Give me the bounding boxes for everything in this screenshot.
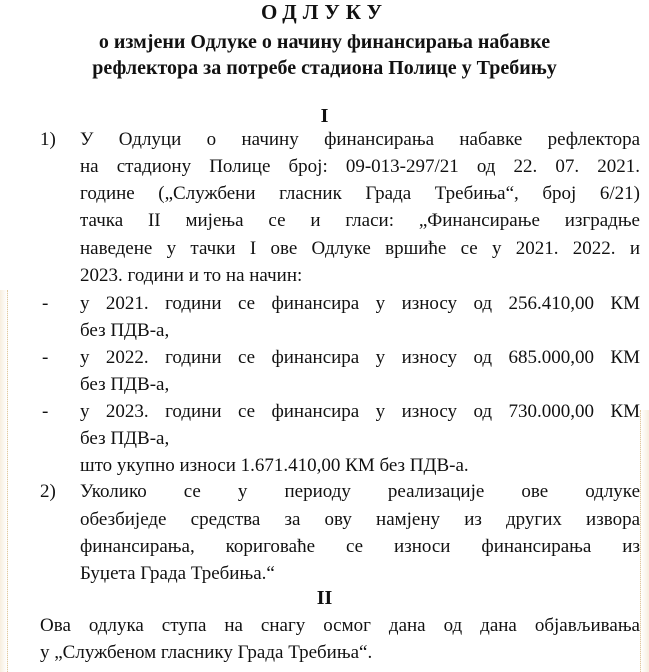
item-1-line: године („Службени гласник Града Требиња“, број 6/21)	[80, 183, 640, 204]
bullet-dash: -	[42, 347, 49, 368]
item-1-line: тачка II мијења се и гласи: „Финансирање изградње	[80, 210, 640, 231]
item-1-line: У Одлуци о начину финансирања набавке рефлектора	[80, 129, 640, 150]
bullet-line-2021-cont: без ПДВ-а,	[80, 320, 170, 341]
document-subtitle-line-2: рефлектора за потребе стадиона Полице у Требињу	[92, 57, 557, 79]
item-2-line: финансирања, кориговаће се износи финансирања из	[80, 536, 640, 557]
item-1-line: 2023. години и то на начин:	[80, 265, 303, 286]
section-one-heading: I	[320, 105, 329, 127]
bullet-line-2023: у 2023. години се финансира у износу од 730.000,00 КМ	[80, 401, 640, 422]
bullet-line-2023-cont: без ПДВ-а,	[80, 428, 170, 449]
item-1-number: 1)	[40, 129, 56, 150]
item-1-line: на стадиону Полице број: 09-013-297/21 од 22. 07. 2021.	[80, 156, 640, 177]
document-subtitle-line-1: о измјени Одлуке о начину финансирања набавке	[98, 31, 551, 53]
item-2-line: обезбиједе средства за ову намјену из других извора	[80, 509, 640, 530]
item-2-line: Буџета Града Требиња.“	[80, 563, 275, 584]
item-2-number: 2)	[40, 481, 56, 502]
section-two-line: у „Службеном гласнику Града Требиња“.	[40, 642, 373, 663]
item-2-line: Уколико се у периоду реализације ове одлуке	[80, 481, 640, 502]
document-title: ОДЛУКУ	[260, 0, 388, 24]
total-amount-line: што укупно износи 1.671.410,00 КМ без ПДВ-а.	[80, 455, 469, 476]
bullet-line-2021: у 2021. години се финансира у износу од 256.410,00 КМ	[80, 293, 640, 314]
section-two-line: Ова одлука ступа на снагу осмог дана од дана објављивања	[40, 615, 640, 636]
paper-edge-left	[0, 290, 8, 672]
section-two-heading: II	[316, 587, 333, 609]
bullet-line-2022: у 2022. години се финансира у износу од 685.000,00 КМ	[80, 347, 640, 368]
item-1-line: наведене у тачки I ове Одлуке вршиће се у 2021. 2022. и	[80, 238, 640, 259]
bullet-line-2022-cont: без ПДВ-а,	[80, 374, 170, 395]
paper-edge-right	[640, 410, 649, 672]
bullet-dash: -	[42, 401, 49, 422]
bullet-dash: -	[42, 293, 49, 314]
